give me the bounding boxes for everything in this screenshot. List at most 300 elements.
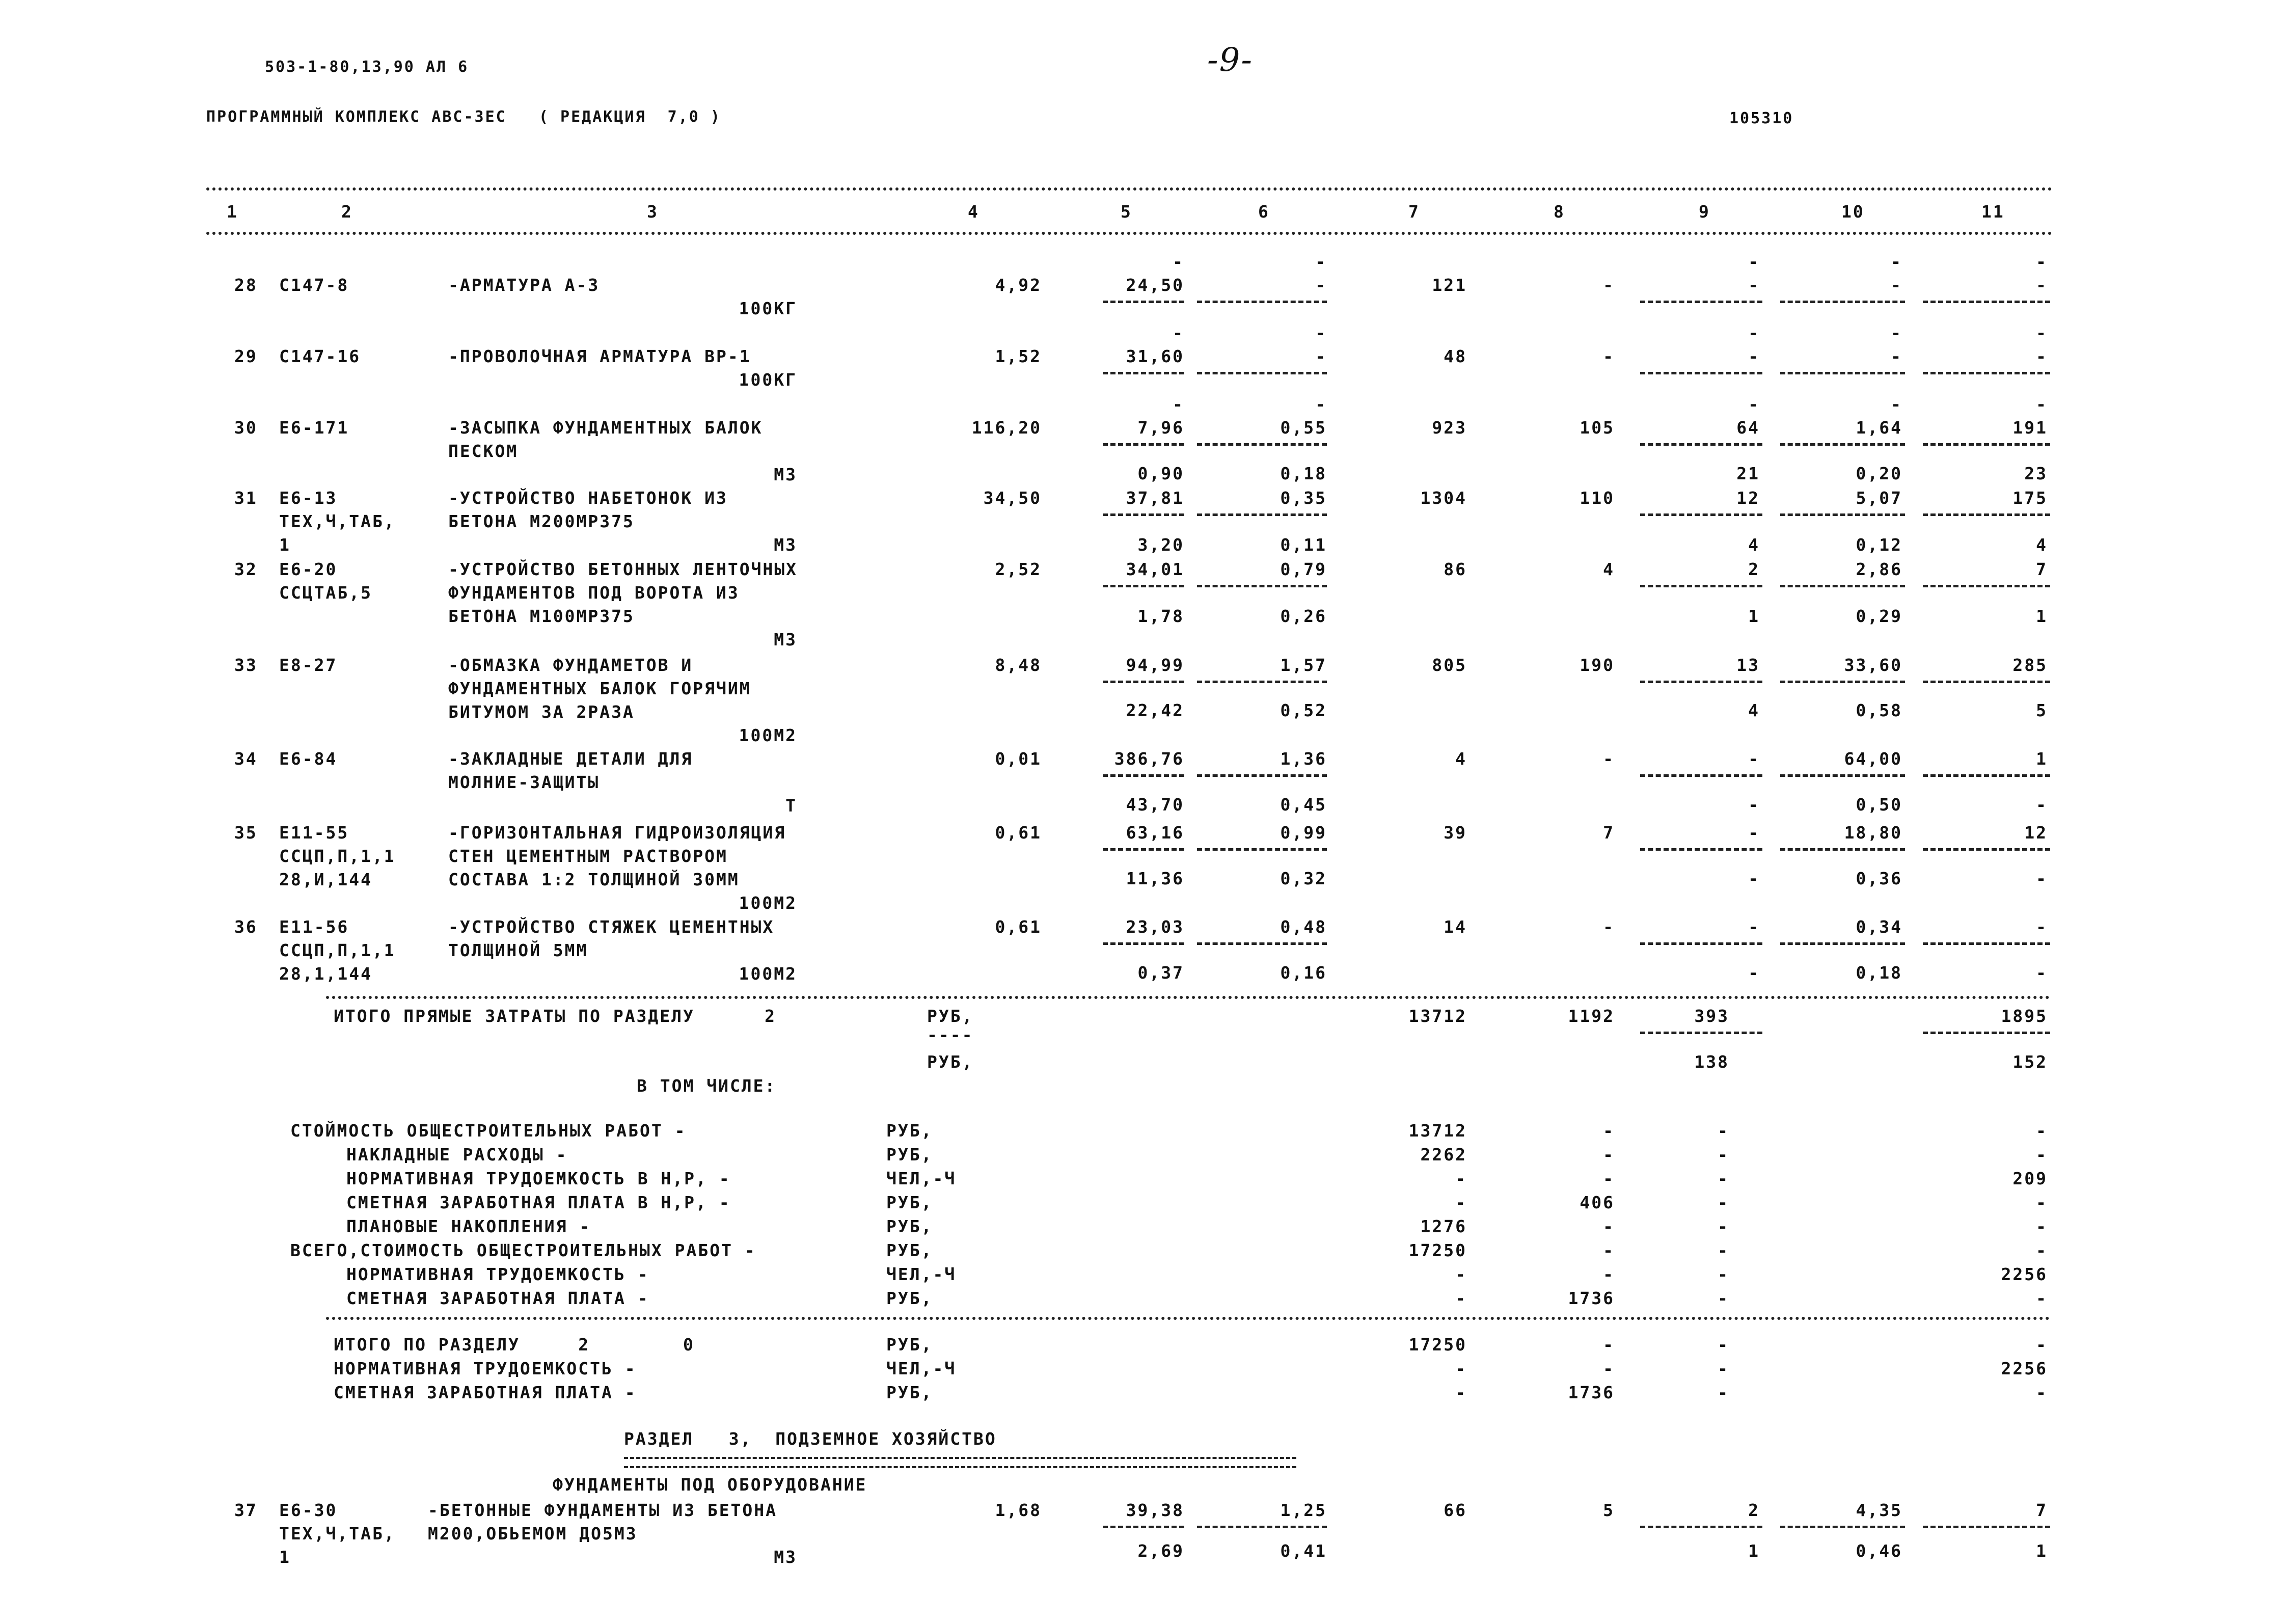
row-c5-prefix: - xyxy=(1173,323,1184,343)
section-total-unit: РУБ, xyxy=(886,1383,933,1402)
row-code: 1 xyxy=(279,1547,291,1567)
breakdown-value-8: 406 xyxy=(1580,1193,1615,1212)
section-total-11: - xyxy=(2036,1335,2048,1355)
column-header-11: 11 xyxy=(1981,202,2005,222)
breakdown-value-11: - xyxy=(2036,1216,2048,1236)
breakdown-value-9: - xyxy=(1718,1121,1729,1141)
row-separator xyxy=(1640,774,1762,777)
breakdown-value-9: - xyxy=(1718,1145,1729,1165)
row-c11-wage: 23 xyxy=(2024,464,2048,483)
row-separator xyxy=(1103,681,1184,683)
row-c9-wage: 21 xyxy=(1736,464,1760,483)
row-c11-value: 191 xyxy=(2012,418,2048,438)
breakdown-label: НАКЛАДНЫЕ РАСХОДЫ - xyxy=(346,1145,568,1165)
row-c11-value: - xyxy=(2036,275,2048,295)
row-description: СОСТАВА 1:2 ТОЛЩИНОЙ 30ММ xyxy=(448,870,740,889)
column-header-rule xyxy=(206,232,2053,235)
row-c10-value: 18,80 xyxy=(1844,823,1902,843)
row-c9-value: 64 xyxy=(1736,418,1760,438)
row-c9-value: 2 xyxy=(1748,559,1760,579)
section-total-7: - xyxy=(1455,1359,1467,1378)
row-c10-value: 0,34 xyxy=(1856,917,1902,937)
row-description: СТЕН ЦЕМЕНТНЫМ РАСТВОРОМ xyxy=(448,846,728,866)
breakdown-value-7: - xyxy=(1455,1169,1467,1188)
breakdown-value-11: - xyxy=(2036,1121,2048,1141)
breakdown-value-9: - xyxy=(1718,1288,1729,1308)
direct-separator-9 xyxy=(1640,1032,1762,1034)
row-c6-value: 1,57 xyxy=(1280,655,1327,675)
breakdown-value-8: - xyxy=(1603,1240,1615,1260)
section-total-8: 1736 xyxy=(1568,1383,1615,1402)
row-c6-prefix: - xyxy=(1315,252,1327,272)
row-quantity: 1,68 xyxy=(995,1500,1042,1520)
row-c10-wage: 0,58 xyxy=(1856,700,1902,720)
row-number: 28 xyxy=(234,275,258,295)
row-separator xyxy=(1103,774,1184,777)
row-c11-prefix: - xyxy=(2036,323,2048,343)
row-c10-value: 1,64 xyxy=(1856,418,1902,438)
section-total-unit: РУБ, xyxy=(886,1335,933,1355)
direct-costs-dash: ---- xyxy=(927,1025,974,1045)
row-c5-wage: 43,70 xyxy=(1126,795,1184,815)
row-separator xyxy=(1197,443,1327,446)
row-separator xyxy=(1640,372,1762,374)
row-code: Е8-27 xyxy=(279,655,338,675)
row-number: 36 xyxy=(234,917,258,937)
row-c10-value: 4,35 xyxy=(1856,1500,1902,1520)
doc-code: 503-1-80,13,90 АЛ 6 xyxy=(265,58,469,76)
row-c10-value: - xyxy=(1891,346,1902,366)
section-3-title: РАЗДЕЛ 3, ПОДЗЕМНОЕ ХОЗЯЙСТВО xyxy=(624,1429,997,1449)
row-c6-value: - xyxy=(1315,275,1327,295)
row-separator xyxy=(1923,585,2050,587)
breakdown-unit: РУБ, xyxy=(886,1193,933,1212)
row-cost-7: 86 xyxy=(1444,559,1467,579)
row-separator xyxy=(1923,443,2050,446)
row-code: С147-16 xyxy=(279,346,361,366)
column-header-9: 9 xyxy=(1699,202,1710,222)
row-code: Е11-56 xyxy=(279,917,349,937)
row-cost-8: - xyxy=(1603,346,1615,366)
section-total-9: - xyxy=(1718,1359,1729,1378)
row-unit: М3 xyxy=(774,1547,797,1567)
column-header-1: 1 xyxy=(227,202,238,222)
row-separator xyxy=(1923,372,2050,374)
row-separator xyxy=(1197,513,1327,516)
row-c5-wage: 0,37 xyxy=(1137,963,1184,983)
direct-separator-11 xyxy=(1923,1032,2050,1034)
section-total-11: 2256 xyxy=(2001,1359,2048,1378)
row-separator xyxy=(1197,942,1327,945)
row-c10-wage: 0,20 xyxy=(1856,464,1902,483)
row-code: 28,И,144 xyxy=(279,870,372,889)
row-separator xyxy=(1640,848,1762,851)
row-number: 34 xyxy=(234,749,258,769)
row-code: ССЦП,П,1,1 xyxy=(279,940,396,960)
row-separator xyxy=(1780,443,1905,446)
row-code: Е6-171 xyxy=(279,418,349,438)
row-c9-wage: 1 xyxy=(1748,606,1760,626)
row-c6-value: 0,35 xyxy=(1280,488,1327,508)
row-description: -ЗАКЛАДНЫЕ ДЕТАЛИ ДЛЯ xyxy=(448,749,693,769)
row-c5-value: 7,96 xyxy=(1137,418,1184,438)
row-description: БЕТОНА М200МР375 xyxy=(448,511,635,531)
breakdown-label: СМЕТНАЯ ЗАРАБОТНАЯ ПЛАТА - xyxy=(346,1288,649,1308)
row-cost-8: - xyxy=(1603,275,1615,295)
column-header-7: 7 xyxy=(1408,202,1420,222)
direct-costs-total-7: 13712 xyxy=(1408,1006,1467,1026)
row-cost-8: 110 xyxy=(1580,488,1615,508)
row-c11-prefix: - xyxy=(2036,252,2048,272)
including-label: В ТОМ ЧИСЛЕ: xyxy=(637,1076,777,1096)
row-description: М200,ОБЬЕМОМ ДО5М3 xyxy=(428,1524,638,1544)
row-separator xyxy=(1103,585,1184,587)
row-separator xyxy=(1197,774,1327,777)
row-c11-value: 1 xyxy=(2036,749,2048,769)
row-separator xyxy=(1640,681,1762,683)
row-cost-8: 4 xyxy=(1603,559,1615,579)
row-number: 35 xyxy=(234,823,258,843)
row-c9-value: 2 xyxy=(1748,1500,1760,1520)
row-c6-wage: 0,18 xyxy=(1280,464,1327,483)
breakdown-value-9: - xyxy=(1718,1264,1729,1284)
row-c6-value: 0,99 xyxy=(1280,823,1327,843)
row-cost-8: 190 xyxy=(1580,655,1615,675)
row-c10-value: 5,07 xyxy=(1856,488,1902,508)
row-c5-value: 31,60 xyxy=(1126,346,1184,366)
row-c5-wage: 3,20 xyxy=(1137,535,1184,555)
row-separator xyxy=(1103,513,1184,516)
row-separator xyxy=(1780,513,1905,516)
breakdown-value-11: 209 xyxy=(2012,1169,2048,1188)
column-header-4: 4 xyxy=(968,202,979,222)
row-separator xyxy=(1780,372,1905,374)
breakdown-value-8: - xyxy=(1603,1264,1615,1284)
row-c5-value: 24,50 xyxy=(1126,275,1184,295)
breakdown-value-7: 17250 xyxy=(1408,1240,1467,1260)
breakdown-value-7: 2262 xyxy=(1420,1145,1467,1165)
row-c11-value: 7 xyxy=(2036,1500,2048,1520)
row-c10-wage: 0,50 xyxy=(1856,795,1902,815)
section-3-subtitle: ФУНДАМЕНТЫ ПОД ОБОРУДОВАНИЕ xyxy=(553,1475,867,1495)
row-c6-value: - xyxy=(1315,346,1327,366)
row-c9-prefix: - xyxy=(1748,394,1760,414)
row-code: ССЦП,П,1,1 xyxy=(279,846,396,866)
row-c10-value: 64,00 xyxy=(1844,749,1902,769)
row-c10-wage: 0,46 xyxy=(1856,1541,1902,1561)
breakdown-value-11: - xyxy=(2036,1145,2048,1165)
row-separator xyxy=(1780,301,1905,303)
row-c6-wage: 0,41 xyxy=(1280,1541,1327,1561)
row-separator xyxy=(1197,681,1327,683)
row-unit: 100М2 xyxy=(739,893,797,913)
row-cost-8: 105 xyxy=(1580,418,1615,438)
row-separator xyxy=(1640,585,1762,587)
row-description: МОЛНИЕ-ЗАЩИТЫ xyxy=(448,772,600,792)
doc-number: 105310 xyxy=(1729,110,1794,127)
breakdown-unit: РУБ, xyxy=(886,1145,933,1165)
row-c9-wage: - xyxy=(1748,869,1760,888)
row-separator xyxy=(1103,942,1184,945)
row-c5-wage: 0,90 xyxy=(1137,464,1184,483)
row-code: 28,1,144 xyxy=(279,964,372,984)
row-quantity: 2,52 xyxy=(995,559,1042,579)
row-separator xyxy=(1780,1526,1905,1528)
breakdown-value-9: - xyxy=(1718,1193,1729,1212)
row-c6-value: 0,48 xyxy=(1280,917,1327,937)
row-c10-wage: 0,29 xyxy=(1856,606,1902,626)
section-total-9: - xyxy=(1718,1335,1729,1355)
row-separator xyxy=(1780,848,1905,851)
direct-costs-total-9b: 138 xyxy=(1694,1052,1729,1072)
breakdown-value-8: 1736 xyxy=(1568,1288,1615,1308)
row-c11-value: - xyxy=(2036,917,2048,937)
breakdown-value-11: 2256 xyxy=(2001,1264,2048,1284)
row-c6-prefix: - xyxy=(1315,394,1327,414)
row-c5-prefix: - xyxy=(1173,252,1184,272)
row-c5-value: 34,01 xyxy=(1126,559,1184,579)
row-number: 33 xyxy=(234,655,258,675)
column-header-3: 3 xyxy=(647,202,659,222)
row-separator xyxy=(1103,848,1184,851)
row-cost-7: 66 xyxy=(1444,1500,1467,1520)
direct-costs-unit: РУБ, xyxy=(927,1006,974,1026)
direct-costs-unit-2: РУБ, xyxy=(927,1052,974,1072)
section-total-label: ИТОГО ПО РАЗДЕЛУ 2 0 xyxy=(334,1335,695,1355)
row-code: Е6-20 xyxy=(279,559,338,579)
row-description: ТОЛЩИНОЙ 5ММ xyxy=(448,940,588,960)
row-c11-wage: - xyxy=(2036,963,2048,983)
row-quantity: 34,50 xyxy=(983,488,1042,508)
row-c5-wage: 22,42 xyxy=(1126,700,1184,720)
row-separator xyxy=(1640,443,1762,446)
row-c9-value: - xyxy=(1748,346,1760,366)
row-cost-8: 5 xyxy=(1603,1500,1615,1520)
row-c11-wage: - xyxy=(2036,869,2048,888)
row-c11-wage: 5 xyxy=(2036,700,2048,720)
row-c10-value: 2,86 xyxy=(1856,559,1902,579)
breakdown-value-8: - xyxy=(1603,1216,1615,1236)
row-description: ПЕСКОМ xyxy=(448,441,519,461)
breakdown-label: НОРМАТИВНАЯ ТРУДОЕМКОСТЬ В Н,Р, - xyxy=(346,1169,731,1188)
row-c11-wage: 4 xyxy=(2036,535,2048,555)
row-cost-7: 48 xyxy=(1444,346,1467,366)
breakdown-value-7: 1276 xyxy=(1420,1216,1467,1236)
breakdown-unit: РУБ, xyxy=(886,1216,933,1236)
breakdown-label: ПЛАНОВЫЕ НАКОПЛЕНИЯ - xyxy=(346,1216,591,1236)
row-c6-prefix: - xyxy=(1315,323,1327,343)
row-c10-prefix: - xyxy=(1891,252,1902,272)
row-description: ФУНДАМЕНТНЫХ БАЛОК ГОРЯЧИМ xyxy=(448,679,751,698)
row-quantity: 1,52 xyxy=(995,346,1042,366)
section-total-label: НОРМАТИВНАЯ ТРУДОЕМКОСТЬ - xyxy=(334,1359,637,1378)
breakdown-value-11: - xyxy=(2036,1240,2048,1260)
row-separator xyxy=(1197,1526,1327,1528)
row-unit: М3 xyxy=(774,535,797,555)
row-separator xyxy=(1923,681,2050,683)
row-c5-wage: 2,69 xyxy=(1137,1541,1184,1561)
row-cost-7: 923 xyxy=(1432,418,1467,438)
row-c11-value: - xyxy=(2036,346,2048,366)
row-c11-value: 175 xyxy=(2012,488,2048,508)
row-quantity: 0,01 xyxy=(995,749,1042,769)
section-total-8: - xyxy=(1603,1335,1615,1355)
row-separator xyxy=(1103,443,1184,446)
row-separator xyxy=(1923,1526,2050,1528)
breakdown-value-8: - xyxy=(1603,1145,1615,1165)
row-c11-value: 285 xyxy=(2012,655,2048,675)
column-header-2: 2 xyxy=(341,202,353,222)
row-c5-wage: 11,36 xyxy=(1126,869,1184,888)
row-c10-value: 33,60 xyxy=(1844,655,1902,675)
row-c9-prefix: - xyxy=(1748,323,1760,343)
direct-costs-total-11: 1895 xyxy=(2001,1006,2048,1026)
row-cost-8: - xyxy=(1603,917,1615,937)
row-cost-7: 805 xyxy=(1432,655,1467,675)
row-separator xyxy=(1103,301,1184,303)
row-number: 30 xyxy=(234,418,258,438)
row-description: -ПРОВОЛОЧНАЯ АРМАТУРА ВР-1 xyxy=(448,346,751,366)
row-c10-value: - xyxy=(1891,275,1902,295)
row-separator xyxy=(1103,372,1184,374)
breakdown-value-7: 13712 xyxy=(1408,1121,1467,1141)
row-c9-wage: - xyxy=(1748,795,1760,815)
row-quantity: 116,20 xyxy=(971,418,1042,438)
breakdown-unit: РУБ, xyxy=(886,1288,933,1308)
row-separator xyxy=(1197,585,1327,587)
row-c10-prefix: - xyxy=(1891,394,1902,414)
row-c6-wage: 0,26 xyxy=(1280,606,1327,626)
row-c9-value: 13 xyxy=(1736,655,1760,675)
row-code: ТЕХ,Ч,ТАБ, xyxy=(279,511,396,531)
breakdown-value-7: - xyxy=(1455,1288,1467,1308)
row-separator xyxy=(1780,681,1905,683)
row-c9-wage: 4 xyxy=(1748,700,1760,720)
breakdown-value-11: - xyxy=(2036,1193,2048,1212)
row-description: -ЗАСЫПКА ФУНДАМЕНТНЫХ БАЛОК xyxy=(448,418,763,438)
row-cost-7: 39 xyxy=(1444,823,1467,843)
row-code: С147-8 xyxy=(279,275,349,295)
row-description: БЕТОНА М100МР375 xyxy=(448,606,635,626)
row-code: Е6-30 xyxy=(279,1500,338,1520)
row-separator xyxy=(1640,513,1762,516)
row-c11-value: 12 xyxy=(2024,823,2048,843)
row-c9-wage: 1 xyxy=(1748,1541,1760,1561)
row-quantity: 0,61 xyxy=(995,823,1042,843)
page-number: -9- xyxy=(1207,41,1253,79)
direct-costs-total-11b: 152 xyxy=(2012,1052,2048,1072)
row-description: -УСТРОЙСТВО СТЯЖЕК ЦЕМЕНТНЫХ xyxy=(448,917,775,937)
row-code: 1 xyxy=(279,535,291,555)
row-unit: М3 xyxy=(774,630,797,649)
row-cost-8: 7 xyxy=(1603,823,1615,843)
row-number: 32 xyxy=(234,559,258,579)
row-c6-value: 1,36 xyxy=(1280,749,1327,769)
row-separator xyxy=(1923,301,2050,303)
row-c10-wage: 0,12 xyxy=(1856,535,1902,555)
breakdown-label: СТОЙМОСТЬ ОБЩЕСТРОИТЕЛЬНЫХ РАБОТ - xyxy=(290,1121,687,1141)
row-c9-value: - xyxy=(1748,749,1760,769)
row-unit: 100М2 xyxy=(739,964,797,984)
row-separator xyxy=(1780,585,1905,587)
row-c5-value: 386,76 xyxy=(1114,749,1184,769)
row-separator xyxy=(1197,372,1327,374)
column-header-5: 5 xyxy=(1121,202,1132,222)
breakdown-label: СМЕТНАЯ ЗАРАБОТНАЯ ПЛАТА В Н,Р, - xyxy=(346,1193,731,1212)
row-unit: Т xyxy=(785,796,797,816)
breakdown-value-9: - xyxy=(1718,1169,1729,1188)
row-separator xyxy=(1103,1526,1184,1528)
row-description: -АРМАТУРА А-3 xyxy=(448,275,600,295)
totals-rule xyxy=(326,996,2050,999)
row-c11-wage: 1 xyxy=(2036,606,2048,626)
row-cost-7: 4 xyxy=(1455,749,1467,769)
table-top-rule xyxy=(206,187,2053,191)
row-c5-value: 37,81 xyxy=(1126,488,1184,508)
row-description: -БЕТОННЫЕ ФУНДАМЕНТЫ ИЗ БЕТОНА xyxy=(428,1500,778,1520)
row-separator xyxy=(1923,513,2050,516)
breakdown-label: ВСЕГО,СТОИМОСТЬ ОБЩЕСТРОИТЕЛЬНЫХ РАБОТ - xyxy=(290,1240,756,1260)
row-c9-value: - xyxy=(1748,823,1760,843)
row-c6-wage: 0,32 xyxy=(1280,869,1327,888)
breakdown-unit: ЧЕЛ,-Ч xyxy=(886,1169,957,1188)
row-c9-wage: - xyxy=(1748,963,1760,983)
row-c5-prefix: - xyxy=(1173,394,1184,414)
section-total-9: - xyxy=(1718,1383,1729,1402)
row-separator xyxy=(1197,301,1327,303)
row-description: -УСТРОЙСТВО БЕТОННЫХ ЛЕНТОЧНЫХ xyxy=(448,559,798,579)
section-total-8: - xyxy=(1603,1359,1615,1378)
row-c6-value: 0,79 xyxy=(1280,559,1327,579)
direct-costs-total-9: 393 xyxy=(1694,1006,1729,1026)
row-c5-value: 94,99 xyxy=(1126,655,1184,675)
breakdown-label: НОРМАТИВНАЯ ТРУДОЕМКОСТЬ - xyxy=(346,1264,649,1284)
row-description: БИТУМОМ ЗА 2РАЗА xyxy=(448,702,635,722)
row-code: Е6-13 xyxy=(279,488,338,508)
row-description: -ГОРИЗОНТАЛЬНАЯ ГИДРОИЗОЛЯЦИЯ xyxy=(448,823,786,843)
breakdown-value-7: - xyxy=(1455,1193,1467,1212)
row-cost-7: 121 xyxy=(1432,275,1467,295)
section-total-label: СМЕТНАЯ ЗАРАБОТНАЯ ПЛАТА - xyxy=(334,1383,637,1402)
breakdown-value-8: - xyxy=(1603,1169,1615,1188)
row-quantity: 4,92 xyxy=(995,275,1042,295)
column-header-6: 6 xyxy=(1258,202,1270,222)
row-quantity: 8,48 xyxy=(995,655,1042,675)
breakdown-value-8: - xyxy=(1603,1121,1615,1141)
row-description: -УСТРОЙСТВО НАБЕТОНОК ИЗ xyxy=(448,488,728,508)
breakdown-unit: РУБ, xyxy=(886,1121,933,1141)
row-c11-value: 7 xyxy=(2036,559,2048,579)
row-number: 37 xyxy=(234,1500,258,1520)
breakdown-unit: ЧЕЛ,-Ч xyxy=(886,1264,957,1284)
row-separator xyxy=(1197,848,1327,851)
row-c6-wage: 0,45 xyxy=(1280,795,1327,815)
row-c11-wage: - xyxy=(2036,795,2048,815)
direct-costs-total-8: 1192 xyxy=(1568,1006,1615,1026)
row-separator xyxy=(1640,942,1762,945)
row-c9-value: 12 xyxy=(1736,488,1760,508)
row-separator xyxy=(1640,1526,1762,1528)
row-separator xyxy=(1923,942,2050,945)
column-header-8: 8 xyxy=(1554,202,1565,222)
row-c6-wage: 0,11 xyxy=(1280,535,1327,555)
row-c5-wage: 1,78 xyxy=(1137,606,1184,626)
section-total-11: - xyxy=(2036,1383,2048,1402)
section-total-7: - xyxy=(1455,1383,1467,1402)
row-separator xyxy=(1780,942,1905,945)
row-c11-wage: 1 xyxy=(2036,1541,2048,1561)
row-unit: 100М2 xyxy=(739,725,797,745)
